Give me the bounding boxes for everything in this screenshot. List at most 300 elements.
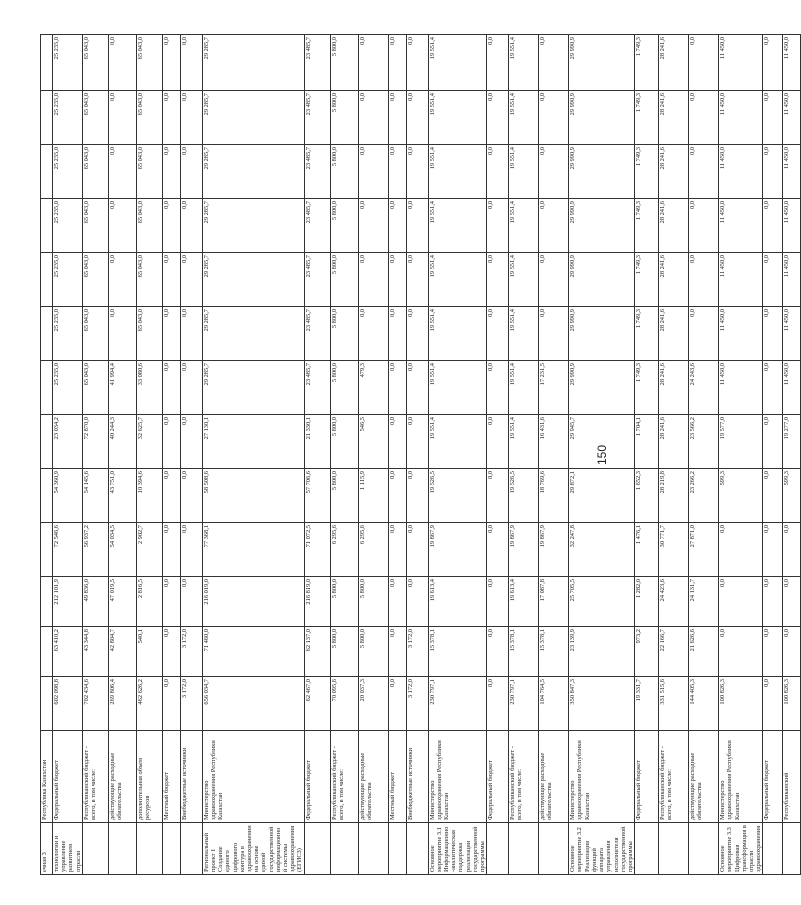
- value-cell-c8: 65 043,0: [82, 307, 108, 361]
- value-cell-c2: 3 172,0: [406, 627, 428, 677]
- value-cell-c8: 0,0: [358, 307, 388, 361]
- value-cell-c11: 0,0: [388, 145, 406, 199]
- value-cell-c11: 0,0: [162, 145, 180, 199]
- value-cell-c7: 23 485,7: [304, 361, 330, 415]
- row-executor-cell: действующие расходные обязательства: [689, 731, 719, 823]
- value-cell-c3: 0,0: [487, 577, 509, 627]
- value-cell-c10: 29 990,9: [569, 199, 635, 253]
- value-cell-c4: 0,0: [162, 523, 180, 577]
- value-cell-c7: 29 990,9: [569, 361, 635, 415]
- value-cell-c2: 15 378,1: [539, 627, 569, 677]
- value-cell-c11: 0,0: [763, 145, 783, 199]
- value-cell-c1: 3 172,0: [406, 677, 428, 731]
- row-executor-cell: Министерство здравоохранения Республики Казахстан: [428, 731, 487, 823]
- value-cell-c5: 57 706,6: [304, 469, 330, 523]
- row-name-cell: Региональный проект 1 Создание единого цифрового контура в здравоохранении на основе единой государственной информационной системы здравоохранения (ЕГИСЗ): [202, 823, 304, 875]
- row-name-cell: [659, 823, 689, 875]
- value-cell-c1: 0,0: [162, 677, 180, 731]
- value-cell-c8: 11 450,0: [783, 307, 801, 361]
- value-cell-c10: 11 450,0: [719, 199, 763, 253]
- table-row: [428, 35, 487, 875]
- value-cell-c10: 1 749,3: [635, 199, 659, 253]
- value-cell-c9: 0,0: [406, 253, 428, 307]
- value-cell-c9: 0,0: [539, 253, 569, 307]
- value-cell-c12: 0,0: [180, 91, 202, 145]
- value-cell-c8: 0,0: [388, 307, 406, 361]
- row-name-cell: [388, 823, 406, 875]
- row-name-cell: [162, 823, 180, 875]
- value-cell-c8: 0,0: [763, 307, 783, 361]
- value-cell-c13: 29 285,7: [202, 35, 304, 91]
- value-cell-c2: 15 378,1: [509, 627, 539, 677]
- value-cell-c1: 350 847,3: [569, 677, 635, 731]
- value-cell-c5: 599,3: [783, 469, 801, 523]
- value-cell-c5: 5 800,0: [330, 469, 358, 523]
- value-cell-c7: 0,0: [162, 361, 180, 415]
- table-row: [53, 35, 83, 875]
- value-cell-c1: 19 331,7: [635, 677, 659, 731]
- value-cell-c9: 19 551,4: [509, 253, 539, 307]
- value-cell-c5: 0,0: [388, 469, 406, 523]
- value-cell-c3: 5 800,0: [330, 577, 358, 627]
- value-cell-c8: 11 450,0: [719, 307, 763, 361]
- row-executor-cell: Местный бюджет: [162, 731, 180, 823]
- table-row: [487, 35, 509, 875]
- value-cell-c13: 1 749,3: [635, 35, 659, 91]
- value-cell-c9: 0,0: [388, 253, 406, 307]
- table-row: [162, 35, 180, 875]
- value-cell-c9: [41, 253, 53, 307]
- row-executor-cell: Республиканский бюджет - всего, в том числе:: [659, 731, 689, 823]
- value-cell-c7: 41 994,4: [108, 361, 136, 415]
- value-cell-c12: 11 450,0: [719, 91, 763, 145]
- value-cell-c9: 19 551,4: [428, 253, 487, 307]
- value-cell-c13: 0,0: [358, 35, 388, 91]
- value-cell-c4: [41, 523, 53, 577]
- row-executor-cell: Министерство здравоохранения Республики Казахстан: [569, 731, 635, 823]
- table-row: [304, 35, 330, 875]
- value-cell-c4: 6 295,6: [330, 523, 358, 577]
- value-cell-c11: 25 235,0: [53, 145, 83, 199]
- value-cell-c8: 0,0: [406, 307, 428, 361]
- value-cell-c1: 656 034,7: [202, 677, 304, 731]
- value-cell-c8: 5 800,0: [330, 307, 358, 361]
- value-cell-c1: 144 405,3: [689, 677, 719, 731]
- value-cell-c7: 11 450,0: [719, 361, 763, 415]
- value-cell-c13: 23 485,7: [304, 35, 330, 91]
- row-name-cell: [763, 823, 783, 875]
- row-executor-cell: Республиканский бюджет - всего, в том числе:: [330, 731, 358, 823]
- row-executor-cell: Федеральный бюджет: [635, 731, 659, 823]
- value-cell-c11: 23 485,7: [304, 145, 330, 199]
- value-cell-c10: 0,0: [406, 199, 428, 253]
- value-cell-c1: 0,0: [388, 677, 406, 731]
- row-executor-cell: Местный бюджет: [388, 731, 406, 823]
- value-cell-c3: 19 613,4: [428, 577, 487, 627]
- value-cell-c5: 10 394,6: [136, 469, 162, 523]
- row-name-cell: Основное мероприятие 3.1 Информационно-аналитическая поддержка реализации государственной программы: [428, 823, 487, 875]
- table-row: [330, 35, 358, 875]
- value-cell-c3: 24 131,7: [689, 577, 719, 627]
- value-cell-c1: 230 797,1: [509, 677, 539, 731]
- value-cell-c9: 0,0: [162, 253, 180, 307]
- row-name-cell: Основное мероприятие 3.3 Цифровая трансформация в отрасли здравоохранения: [719, 823, 763, 875]
- value-cell-c11: 0,0: [358, 145, 388, 199]
- table-row: [509, 35, 539, 875]
- value-cell-c13: 0,0: [108, 35, 136, 91]
- value-cell-c10: 0,0: [108, 199, 136, 253]
- value-cell-c1: 269 806,4: [108, 677, 136, 731]
- value-cell-c6: 28 241,6: [659, 415, 689, 469]
- value-cell-c10: 23 485,7: [304, 199, 330, 253]
- value-cell-c6: 0,0: [180, 415, 202, 469]
- value-cell-c3: 19 613,4: [509, 577, 539, 627]
- value-cell-c8: 1 749,3: [635, 307, 659, 361]
- value-cell-c4: 32 247,8: [569, 523, 635, 577]
- table-row: [539, 35, 569, 875]
- value-cell-c7: 25 235,0: [53, 361, 83, 415]
- value-cell-c3: 2 816,5: [136, 577, 162, 627]
- value-cell-c10: 19 551,4: [509, 199, 539, 253]
- value-cell-c12: 0,0: [358, 91, 388, 145]
- value-cell-c4: 1 476,1: [635, 523, 659, 577]
- value-cell-c5: 0,0: [162, 469, 180, 523]
- value-cell-c12: 0,0: [162, 91, 180, 145]
- value-cell-c9: 11 450,0: [783, 253, 801, 307]
- value-cell-c6: 19 577,0: [719, 415, 763, 469]
- value-cell-c3: 0,0: [763, 577, 783, 627]
- value-cell-c1: 100 826,3: [783, 677, 801, 731]
- value-cell-c9: 28 241,6: [659, 253, 689, 307]
- value-cell-c6: 0,0: [487, 415, 509, 469]
- value-cell-c12: 11 450,0: [783, 91, 801, 145]
- row-name-cell: ечная 3: [41, 823, 53, 875]
- value-cell-c8: 19 551,4: [509, 307, 539, 361]
- value-cell-c11: 29 990,9: [569, 145, 635, 199]
- value-cell-c9: 25 235,0: [53, 253, 83, 307]
- value-cell-c5: 43 751,0: [108, 469, 136, 523]
- row-executor-cell: Федеральный бюджет: [304, 731, 330, 823]
- table-row: [635, 35, 659, 875]
- value-cell-c13: 5 800,0: [330, 35, 358, 91]
- value-cell-c4: 77 368,1: [202, 523, 304, 577]
- value-cell-c4: 30 771,7: [659, 523, 689, 577]
- value-cell-c5: [41, 469, 53, 523]
- value-cell-c7: 24 243,6: [689, 361, 719, 415]
- value-cell-c13: 19 551,4: [428, 35, 487, 91]
- value-cell-c5: 599,3: [719, 469, 763, 523]
- row-executor-cell: Внебюджетные источники: [180, 731, 202, 823]
- value-cell-c13: 28 241,6: [659, 35, 689, 91]
- value-cell-c2: 71 460,0: [202, 627, 304, 677]
- table-row: [406, 35, 428, 875]
- table-row: [41, 35, 53, 875]
- value-cell-c6: 0,0: [763, 415, 783, 469]
- value-cell-c5: 0,0: [180, 469, 202, 523]
- value-cell-c4: 54 034,5: [108, 523, 136, 577]
- value-cell-c2: 15 378,1: [428, 627, 487, 677]
- row-name-cell: [783, 823, 801, 875]
- row-executor-cell: Министерство здравоохранения Республики Казахстан: [202, 731, 304, 823]
- value-cell-c6: 19 551,4: [428, 415, 487, 469]
- value-cell-c6: 21 330,1: [304, 415, 330, 469]
- value-cell-c13: 19 551,4: [509, 35, 539, 91]
- value-cell-c9: 23 485,7: [304, 253, 330, 307]
- value-cell-c11: [41, 145, 53, 199]
- value-cell-c6: 0,0: [388, 415, 406, 469]
- value-cell-c4: 0,0: [388, 523, 406, 577]
- value-cell-c9: 1 749,3: [635, 253, 659, 307]
- value-cell-c6: 1 704,1: [635, 415, 659, 469]
- row-name-cell: [689, 823, 719, 875]
- value-cell-c6: 72 870,0: [82, 415, 108, 469]
- value-cell-c5: 23 266,2: [689, 469, 719, 523]
- value-cell-c10: 0,0: [487, 199, 509, 253]
- value-cell-c10: 0,0: [388, 199, 406, 253]
- value-cell-c9: 29 285,7: [202, 253, 304, 307]
- value-cell-c4: 0,0: [783, 523, 801, 577]
- value-cell-c12: 0,0: [689, 91, 719, 145]
- value-cell-c8: 28 241,6: [659, 307, 689, 361]
- value-cell-c13: 11 450,0: [719, 35, 763, 91]
- row-executor-cell: дополнительная объем ресурсов: [136, 731, 162, 823]
- value-cell-c11: 0,0: [689, 145, 719, 199]
- value-cell-c6: 40 244,3: [108, 415, 136, 469]
- value-cell-c7: 28 241,6: [659, 361, 689, 415]
- value-cell-c7: 11 450,0: [783, 361, 801, 415]
- row-name-cell: [509, 823, 539, 875]
- value-cell-c1: [41, 677, 53, 731]
- value-cell-c6: 16 431,6: [539, 415, 569, 469]
- value-cell-c12: 28 241,6: [659, 91, 689, 145]
- value-cell-c3: 5 800,0: [358, 577, 388, 627]
- value-cell-c4: 0,0: [719, 523, 763, 577]
- value-cell-c6: 19 277,0: [783, 415, 801, 469]
- value-cell-c9: 65 043,0: [82, 253, 108, 307]
- value-cell-c12: 29 285,7: [202, 91, 304, 145]
- value-cell-c7: 0,0: [388, 361, 406, 415]
- value-cell-c11: 19 551,4: [509, 145, 539, 199]
- value-cell-c8: 0,0: [108, 307, 136, 361]
- value-cell-c5: 18 769,6: [539, 469, 569, 523]
- value-cell-c11: 65 043,0: [82, 145, 108, 199]
- value-cell-c2: 973,2: [635, 627, 659, 677]
- value-cell-c6: 19 551,4: [509, 415, 539, 469]
- value-cell-c1: 462 626,2: [136, 677, 162, 731]
- value-cell-c2: 62 137,0: [304, 627, 330, 677]
- value-cell-c7: 0,0: [487, 361, 509, 415]
- row-executor-cell: Министерство здравоохранения Республики Казахстан: [719, 731, 763, 823]
- value-cell-c12: 19 551,4: [509, 91, 539, 145]
- value-cell-c10: 19 551,4: [428, 199, 487, 253]
- value-cell-c7: 5 800,0: [330, 361, 358, 415]
- table-row: [388, 35, 406, 875]
- value-cell-c12: 0,0: [539, 91, 569, 145]
- value-cell-c4: 27 871,0: [689, 523, 719, 577]
- value-cell-c8: 0,0: [180, 307, 202, 361]
- table-row: [136, 35, 162, 875]
- row-executor-cell: Республиканский бюджет - всего, в том числе:: [509, 731, 539, 823]
- value-cell-c6: 23 034,2: [53, 415, 83, 469]
- value-cell-c12: 0,0: [406, 91, 428, 145]
- value-cell-c12: 0,0: [108, 91, 136, 145]
- value-cell-c3: 0,0: [388, 577, 406, 627]
- value-cell-c5: 54 145,6: [82, 469, 108, 523]
- value-cell-c10: 0,0: [689, 199, 719, 253]
- value-cell-c5: 1 115,9: [358, 469, 388, 523]
- value-cell-c2: 63 410,2: [53, 627, 83, 677]
- value-cell-c9: 0,0: [689, 253, 719, 307]
- row-name-cell: [358, 823, 388, 875]
- value-cell-c1: 230 797,1: [428, 677, 487, 731]
- value-cell-c3: 1 282,0: [635, 577, 659, 627]
- row-name-cell: [108, 823, 136, 875]
- value-cell-c6: 5 800,0: [330, 415, 358, 469]
- value-cell-c10: 25 235,0: [53, 199, 83, 253]
- value-cell-c10: 5 800,0: [330, 199, 358, 253]
- value-cell-c13: [41, 35, 53, 91]
- value-cell-c2: 43 344,8: [82, 627, 108, 677]
- value-cell-c13: 0,0: [487, 35, 509, 91]
- table-row: [358, 35, 388, 875]
- row-executor-cell: действующие расходные обязательства: [539, 731, 569, 823]
- value-cell-c4: 71 072,5: [304, 523, 330, 577]
- value-cell-c12: 29 990,9: [569, 91, 635, 145]
- value-cell-c12: 65 043,0: [82, 91, 108, 145]
- table-row: [783, 35, 801, 875]
- value-cell-c12: 23 485,7: [304, 91, 330, 145]
- value-cell-c9: 0,0: [358, 253, 388, 307]
- value-cell-c9: 29 990,9: [569, 253, 635, 307]
- value-cell-c12: 5 800,0: [330, 91, 358, 145]
- value-cell-c10: 11 450,0: [783, 199, 801, 253]
- value-cell-c5: 29 872,1: [569, 469, 635, 523]
- row-name-cell: [487, 823, 509, 875]
- value-cell-c9: 5 800,0: [330, 253, 358, 307]
- value-cell-c11: 0,0: [180, 145, 202, 199]
- budget-table: [40, 34, 801, 875]
- row-executor-cell: Федеральный бюджет: [763, 731, 783, 823]
- value-cell-c13: 0,0: [162, 35, 180, 91]
- value-cell-c13: 0,0: [539, 35, 569, 91]
- value-cell-c2: 0,0: [487, 627, 509, 677]
- value-cell-c6: 32 625,7: [136, 415, 162, 469]
- table-row: [180, 35, 202, 875]
- value-cell-c13: 0,0: [763, 35, 783, 91]
- value-cell-c8: 65 043,0: [136, 307, 162, 361]
- value-cell-c4: 0,0: [487, 523, 509, 577]
- value-cell-c7: 29 285,7: [202, 361, 304, 415]
- value-cell-c11: 11 450,0: [719, 145, 763, 199]
- value-cell-c11: 29 285,7: [202, 145, 304, 199]
- value-cell-c1: 20 037,3: [358, 677, 388, 731]
- value-cell-c13: 0,0: [406, 35, 428, 91]
- value-cell-c6: 23 566,2: [689, 415, 719, 469]
- value-cell-c8: 0,0: [689, 307, 719, 361]
- value-cell-c11: 28 241,6: [659, 145, 689, 199]
- value-cell-c11: 19 551,4: [428, 145, 487, 199]
- value-cell-c3: 0,0: [783, 577, 801, 627]
- value-cell-c7: 17 231,5: [539, 361, 569, 415]
- value-cell-c4: 56 937,2: [82, 523, 108, 577]
- value-cell-c13: 29 990,9: [569, 35, 635, 91]
- value-cell-c3: 0,0: [162, 577, 180, 627]
- value-cell-c7: 0,0: [763, 361, 783, 415]
- value-cell-c7: 19 551,4: [428, 361, 487, 415]
- value-cell-c2: 0,0: [783, 627, 801, 677]
- value-cell-c10: 0,0: [539, 199, 569, 253]
- value-cell-c1: 62 467,0: [304, 677, 330, 731]
- value-cell-c6: 546,5: [358, 415, 388, 469]
- value-cell-c10: 28 241,6: [659, 199, 689, 253]
- value-cell-c1: 70 095,6: [330, 677, 358, 731]
- row-name-cell: [539, 823, 569, 875]
- value-cell-c1: 702 434,6: [82, 677, 108, 731]
- value-cell-c1: 0,0: [763, 677, 783, 731]
- value-cell-c13: 0,0: [180, 35, 202, 91]
- value-cell-c3: 0,0: [180, 577, 202, 627]
- value-cell-c6: 0,0: [406, 415, 428, 469]
- row-executor-cell: действующие расходные обязательства: [358, 731, 388, 823]
- row-executor-cell: Федеральный бюджет: [53, 731, 83, 823]
- value-cell-c3: 24 423,6: [659, 577, 689, 627]
- value-cell-c5: 58 508,6: [202, 469, 304, 523]
- value-cell-c12: 19 551,4: [428, 91, 487, 145]
- value-cell-c1: 104 764,5: [539, 677, 569, 731]
- row-executor-cell: Республиканский: [783, 731, 801, 823]
- value-cell-c11: 1 749,3: [635, 145, 659, 199]
- value-cell-c11: 0,0: [406, 145, 428, 199]
- value-cell-c2: 23 139,9: [569, 627, 635, 677]
- value-cell-c3: 49 836,0: [82, 577, 108, 627]
- value-cell-c2: 42 804,7: [108, 627, 136, 677]
- table-row: [202, 35, 304, 875]
- value-cell-c9: 11 450,0: [719, 253, 763, 307]
- value-cell-c2: 0,0: [388, 627, 406, 677]
- table-row: [108, 35, 136, 875]
- value-cell-c8: 29 990,9: [569, 307, 635, 361]
- value-cell-c11: 0,0: [487, 145, 509, 199]
- value-cell-c8: 0,0: [487, 307, 509, 361]
- value-cell-c8: 0,0: [162, 307, 180, 361]
- value-cell-c4: 19 867,9: [539, 523, 569, 577]
- value-cell-c10: 65 043,0: [82, 199, 108, 253]
- value-cell-c12: 0,0: [388, 91, 406, 145]
- value-cell-c8: [41, 307, 53, 361]
- value-cell-c4: 0,0: [180, 523, 202, 577]
- row-name-cell: [330, 823, 358, 875]
- value-cell-c3: 47 019,5: [108, 577, 136, 627]
- value-cell-c12: 65 043,0: [136, 91, 162, 145]
- value-cell-c2: 3 172,0: [180, 627, 202, 677]
- value-cell-c12: 25 235,0: [53, 91, 83, 145]
- value-cell-c9: 65 043,0: [136, 253, 162, 307]
- row-name-cell: Основное мероприятие 3.2 Реализация функций аппарата управления исполнителя государственной программы: [569, 823, 635, 875]
- table-row: [659, 35, 689, 875]
- value-cell-c3: [41, 577, 53, 627]
- value-cell-c11: 0,0: [539, 145, 569, 199]
- value-cell-c9: 0,0: [487, 253, 509, 307]
- value-cell-c10: 0,0: [180, 199, 202, 253]
- value-cell-c2: 21 626,6: [689, 627, 719, 677]
- row-executor-cell: Республиканский бюджет - всего, в том числе:: [82, 731, 108, 823]
- row-name-cell: [406, 823, 428, 875]
- value-cell-c3: 216 819,0: [304, 577, 330, 627]
- value-cell-c9: 0,0: [763, 253, 783, 307]
- value-cell-c3: 0,0: [719, 577, 763, 627]
- value-cell-c5: 1 652,3: [635, 469, 659, 523]
- value-cell-c4: 0,0: [406, 523, 428, 577]
